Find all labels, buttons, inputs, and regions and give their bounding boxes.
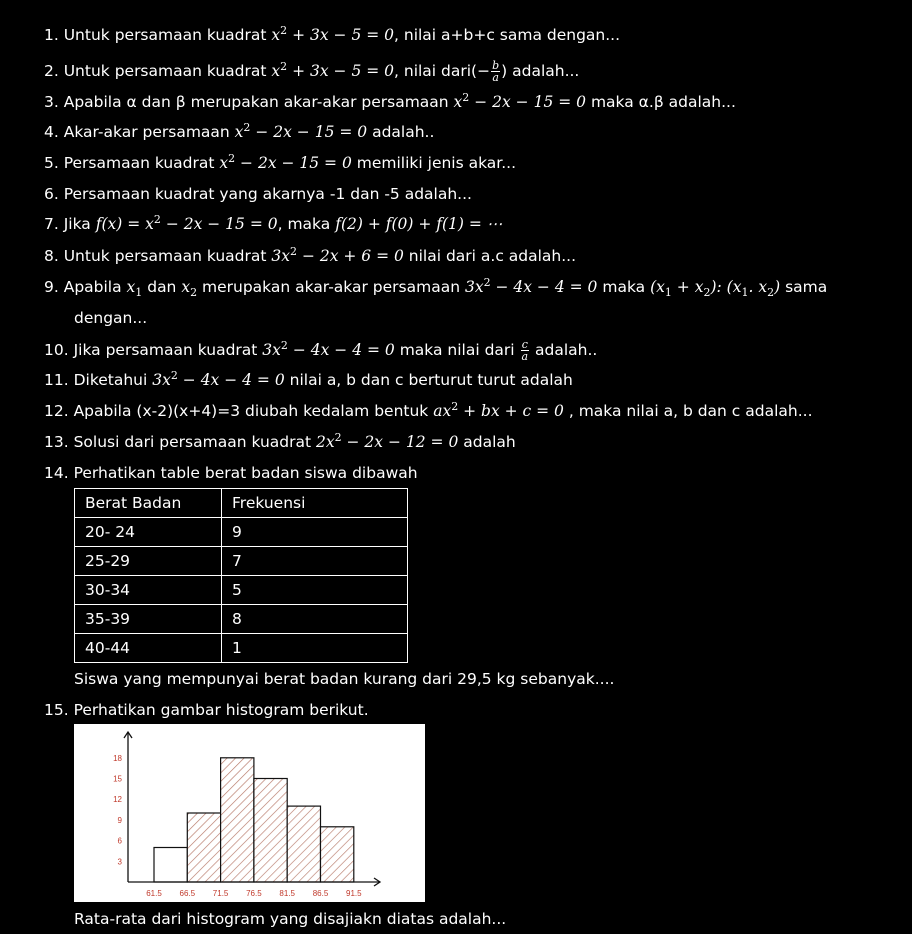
table-cell: 1 [222, 634, 408, 663]
question-text: 1. Untuk persamaan kuadrat [44, 26, 272, 44]
equation: $2x^2 - 2x - 12 = 0$ [315, 430, 459, 451]
question-9 [44, 275, 828, 300]
table-header-cell: Berat Badan [75, 489, 222, 518]
question-text: adalah.. [530, 341, 598, 359]
question-text: 13. Solusi dari persamaan kuadrat [44, 433, 316, 451]
histogram-bar [154, 848, 187, 883]
question-text: dan [142, 278, 182, 296]
x-tick-label: 76.5 [246, 889, 262, 898]
question-4 [44, 122, 434, 142]
equation: $3x^2 - 4x - 4 = 0$ [262, 338, 395, 359]
x-tick-label: 81.5 [279, 889, 295, 898]
equation: $f(x) = x^2 - 2x - 15 = 0$ [95, 212, 278, 233]
y-tick-label: 9 [117, 815, 122, 825]
question-text: memiliki jenis akar... [351, 154, 517, 172]
question-7 [44, 214, 502, 234]
equation: $x^2 + 3x - 5 = 0$ [271, 59, 395, 80]
question-15-prompt: Rata-rata dari histogram yang disajiakn diatas adalah... [74, 910, 507, 928]
equation: f(2) + f(0) + f(1) = ⋯ [335, 215, 503, 233]
question-text: 8. Untuk persamaan kuadrat [44, 247, 272, 265]
question-11 [44, 370, 573, 390]
table-header-row [75, 489, 408, 518]
histogram-bar [287, 806, 320, 882]
question-text: 10. Jika persamaan kuadrat [44, 341, 263, 359]
x-tick-label: 66.5 [179, 889, 196, 898]
question-text: nilai dari a.c adalah... [403, 247, 577, 265]
question-13 [44, 432, 516, 452]
question-text: 4. Akar-akar persamaan [44, 123, 235, 141]
question-text: adalah.. [367, 123, 435, 141]
table-row [75, 605, 408, 634]
histogram-bar [221, 758, 254, 882]
table-cell: 9 [222, 518, 408, 547]
question-2 [44, 60, 579, 83]
question-text: 2. Untuk persamaan kuadrat [44, 62, 272, 80]
equation: $x_2$ [181, 278, 198, 300]
histogram-bar [254, 779, 287, 883]
question-text: , nilai dari(− [394, 62, 491, 80]
table-header-cell: Frekuensi [222, 489, 408, 518]
y-tick-label: 3 [117, 857, 122, 867]
weight-table [74, 488, 408, 663]
question-text: 7. Jika [44, 215, 96, 233]
question-text: maka [597, 278, 651, 296]
question-text: , maka nilai a, b dan c adalah... [563, 402, 813, 420]
table-cell: 30-34 [75, 576, 222, 605]
table-row [75, 576, 408, 605]
question-text: ) adalah... [501, 62, 580, 80]
equation: $x^2 - 2x - 15 = 0$ [219, 151, 352, 172]
question-6: 6. Persamaan kuadrat yang akarnya -1 dan -5 adalah... [44, 185, 472, 203]
y-tick-label: 6 [117, 836, 122, 846]
question-text: nilai a, b dan c berturut turut adalah [284, 371, 573, 389]
question-5 [44, 153, 516, 173]
question-12 [44, 401, 813, 421]
question-text: 3. Apabila α dan β merupakan akar-akar persamaan [44, 93, 454, 111]
y-tick-label: 18 [113, 753, 122, 763]
equation: $3x^2 - 2x + 6 = 0$ [271, 244, 404, 265]
table-cell: 7 [222, 547, 408, 576]
question-text: 9. Apabila [44, 278, 127, 296]
question-1 [44, 25, 620, 45]
table-cell: 35-39 [75, 605, 222, 634]
fraction: $\frac{b}{a}$ [492, 59, 500, 84]
x-tick-label: 86.5 [312, 889, 329, 898]
table-cell: 25-29 [75, 547, 222, 576]
histogram-bar [321, 827, 354, 882]
fraction: $\frac{c}{a}$ [521, 338, 529, 363]
question-text: adalah [458, 433, 516, 451]
equation: $3x^2 - 4x - 4 = 0$ [152, 368, 285, 389]
question-9-continuation: dengan... [74, 309, 148, 327]
question-10 [44, 339, 597, 362]
question-text: 11. Diketahui [44, 371, 153, 389]
table-row [75, 518, 408, 547]
question-text: maka α.β adalah... [586, 93, 736, 111]
x-tick-label: 71.5 [212, 889, 229, 898]
equation: $3x^2 - 4x - 4 = 0$ [464, 275, 598, 296]
table-row [75, 547, 408, 576]
question-14: 14. Perhatikan table berat badan siswa dibawah [44, 464, 418, 482]
table-row [75, 634, 408, 663]
question-15: 15. Perhatikan gambar histogram berikut. [44, 701, 369, 719]
y-tick-label: 12 [113, 795, 122, 805]
table-cell: 40-44 [75, 634, 222, 663]
question-text: , maka [277, 215, 336, 233]
equation: $x^2 - 2x - 15 = 0$ [453, 90, 587, 111]
question-text: 5. Persamaan kuadrat [44, 154, 220, 172]
question-3 [44, 92, 736, 112]
equation: $x^2 - 2x - 15 = 0$ [234, 120, 368, 141]
table-cell: 20- 24 [75, 518, 222, 547]
y-tick-label: 15 [113, 774, 122, 784]
histogram-bar [187, 813, 220, 882]
equation: $ax^2$ + bx + c = 0 [433, 399, 564, 420]
question-8 [44, 246, 576, 266]
x-tick-label: 91.5 [346, 889, 362, 898]
question-text: , nilai a+b+c sama dengan... [394, 26, 621, 44]
question-text: maka nilai dari [394, 341, 520, 359]
question-14-prompt: Siswa yang mempunyai berat badan kurang dari 29,5 kg sebanyak.... [74, 670, 615, 688]
equation: $(x_1 + x_2)$: ($x_1$. $x_2$) [650, 278, 781, 300]
equation: $x^2 + 3x - 5 = 0$ [271, 23, 395, 44]
question-text: sama [780, 278, 828, 296]
table-cell: 5 [222, 576, 408, 605]
equation: $x_1$ [126, 278, 143, 300]
x-tick-label: 61.5 [146, 889, 162, 898]
question-text: 12. Apabila (x-2)(x+4)=3 diubah kedalam bentuk [44, 402, 434, 420]
question-text: merupakan akar-akar persamaan [197, 278, 465, 296]
histogram-chart [74, 724, 425, 902]
histogram-figure [74, 724, 425, 902]
table-cell: 8 [222, 605, 408, 634]
